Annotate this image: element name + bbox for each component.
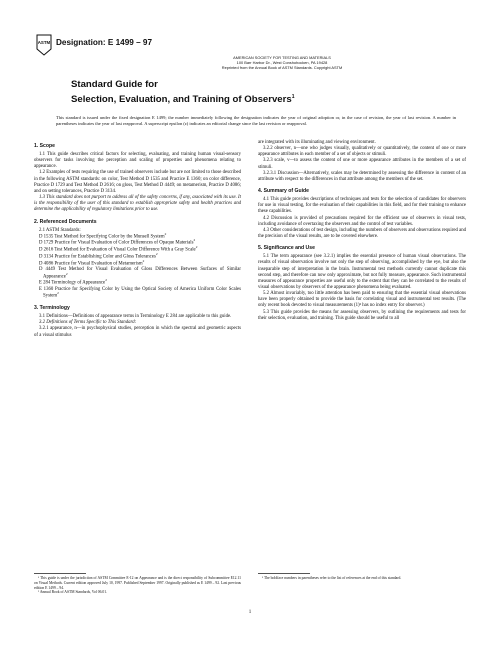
title-line-1: Standard Guide for (71, 79, 158, 90)
paragraph-1-1: 1.1 This guide describes critical factors for selecting, evaluating, and training human visual-sensory observers for tasks involving the perception and scaling of properties and phenomena relating to appearance. (34, 152, 241, 170)
reference-item: D 1535 Test Method for Specifying Color by the Munsell System$^2$ (39, 231, 167, 240)
paragraph-1-2: 1.2 Examples of tests requiring the use of trained observers include but are not limited to those described in the following ASTM standards: on color, Test Method D 1535 and Practice E 1360; on color difference, Practice D 1729 and Test Method D 2616; on gloss, Test Method D 4449; on metamerism, Practice D 4086; and on setting tolerances, Practice D 3134. (34, 170, 241, 194)
astm-standards-subheading: 2.1 ASTM Standards: (39, 227, 81, 233)
footnote-1: ¹ This guide is under the jurisdiction of ASTM Committee E-12 on Appearance and is the direct responsibility of Subcommittee E12.11 on Visual Methods. Current edition approved July 10, 1997. Published September 1997. Originally published as E 1499 – 92. Last previous edition E 1499 – 94. (34, 576, 241, 590)
page-number: 1 (248, 610, 252, 615)
paragraph-3-2-3: 3.2.3 scale, v—to assess the content of one or more appearance attributes in the members of a set of stimuli. (258, 158, 466, 170)
footnotes-left (34, 576, 241, 595)
issuance-note: This standard is issued under the fixed designation E 1499; the number immediately following the designation indicates the year of original adoption or, in the case of revision, the year of last revision. A number in parentheses indicates the year of last reapproval. A superscript epsilon (ε) indicates an editorial change since the last revision or reapproval. (56, 115, 456, 127)
paragraph-5-3: 5.3 This guide provides the means for assessing observers, by outlining the requirements and tests for their selection, evaluation, and training. This guide should be useful to all (258, 309, 466, 321)
paragraph-4-2: 4.2 Discussion is provided of precautions required for the efficient use of observers in visual tests, including avoidance of overtaxing the observers and the control of test variables. (258, 215, 466, 227)
section-terminology-heading: 3. Terminology (34, 305, 70, 312)
reference-item: D 2616 Test Method for Evaluation of Visual Color Difference With a Gray Scale$^2$ (39, 245, 198, 253)
designation: Designation: E 1499 – 97 (56, 38, 153, 47)
paragraph-1-3: 1.3 This standard does not purport to address all of the safety concerns, if any, associated with its use. It is the responsibility of the user of this standard to establish appropriate safety and health practices and determine the applicability of regulatory limitations prior to use. (34, 195, 241, 213)
paragraph-5-2: 5.2 Almost invariably, too little attention has been paid to ensuring that the essential visual observations have been properly obtained to provide the basis for correlating visual and instrumental test results. (The only recent book devoted to visual measurements (1)³ has no index entry for observer.) (258, 291, 466, 309)
footnote-divider (258, 573, 310, 574)
section-summary-heading: 4. Summary of Guide (258, 188, 309, 195)
footnote-divider (34, 573, 86, 574)
section-referenced-documents-heading: 2. Referenced Documents (34, 218, 97, 225)
reference-item: E 284 Terminology of Appearance$^2$ (39, 278, 107, 286)
astm-logo-icon (36, 34, 52, 56)
paragraph-3-2-2: 3.2.2 observer, n—one who judges visually, qualitatively or quantitatively, the content of one or more appearance attributes in each member of a set of objects or stimuli. (258, 146, 466, 158)
paragraph-5-1: 5.1 The term appearance (see 3.2.1) implies the essential presence of human visual observations. The results of visual observation involve not only the step of observing, accomplished by the eye, but also the inseparable step of interpretation in the brain. Instrumental test methods currently cannot duplicate this second step, and therefore can now only approximate, but not fully measure, appearance. Such instrumental measures of appearance properties are useful only to the extent that they can be correlated to the results of visual observations by observers of the appearance phenomena being evaluated. (258, 254, 466, 290)
publisher-address: 100 Barr Harbor Dr., West Conshohocken, PA 19428 (236, 60, 328, 65)
reference-item: D 3134 Practice for Establishing Color and Gloss Tolerances$^2$ (39, 251, 158, 260)
footnotes-right (258, 576, 466, 581)
publisher-block (182, 55, 382, 70)
document-title (71, 79, 295, 106)
reference-item: D 4449 Test Method for Visual Evaluation of Gloss Differences Between Surfaces of Similar Appearance$^2$ (39, 267, 241, 280)
footnote-2: ² Annual Book of ASTM Standards, Vol 06.01. (38, 590, 107, 595)
left-column (34, 140, 241, 339)
publisher-name: AMERICAN SOCIETY FOR TESTING AND MATERIALS (233, 55, 331, 60)
paragraph-3-2: 3.2 Definitions of Terms Specific to This Standard: (39, 320, 137, 326)
paragraph-3-1: 3.1 Definitions—Definitions of appearance terms in Terminology E 284 are applicable to this guide. (39, 314, 232, 320)
section-scope-heading: 1. Scope (34, 143, 55, 149)
right-column (258, 140, 466, 322)
section-significance-heading: 5. Significance and Use (258, 245, 315, 252)
reference-item: D 1729 Practice for Visual Evaluation of Color Differences of Opaque Materials$^2$ (39, 238, 196, 247)
reference-item: D 4086 Practice for Visual Evaluation of Metamerism$^2$ (39, 258, 145, 267)
title-line-2: Selection, Evaluation, and Training of Observers$^1$ (71, 94, 295, 106)
reference-item: E 1360 Practice for Specifying Color by Using the Optical Society of America Uniform Color Scales System$^2$ (39, 287, 241, 299)
footnote-3: ³ The boldface numbers in parentheses refer to the list of references at the end of this standard. (262, 576, 402, 580)
paragraph-4-1: 4.1 This guide provides descriptions of techniques and tests for the selection of candidates for observers for use in visual testing, for the evaluation of their capabilities in this field, and for their training to enhance these capabilities. (258, 197, 466, 215)
paragraph-3-2-1: 3.2.1 appearance, n—in psychophysical studies, perception in which the spectral and geometric aspects of a visual stimulus (34, 326, 241, 338)
svg-text:ASTM: ASTM (37, 40, 51, 45)
paragraph-4-3: 4.3 Other considerations of test design, including the numbers of observers and observations required and the precision of the visual results, are to be covered elsewhere. (258, 227, 466, 240)
paragraph-3-2-3-1: 3.2.3.1 Discussion—Alternatively, scales may be determined by assessing the difference in content of an attribute with respect to the differences in that attribute among the members of the set. (258, 170, 466, 182)
paragraph-continuation: are integrated with its illuminating and viewing environment. (258, 140, 376, 145)
reprint-notice: Reprinted from the Annual Book of ASTM Standards. Copyright ASTM (221, 65, 343, 70)
